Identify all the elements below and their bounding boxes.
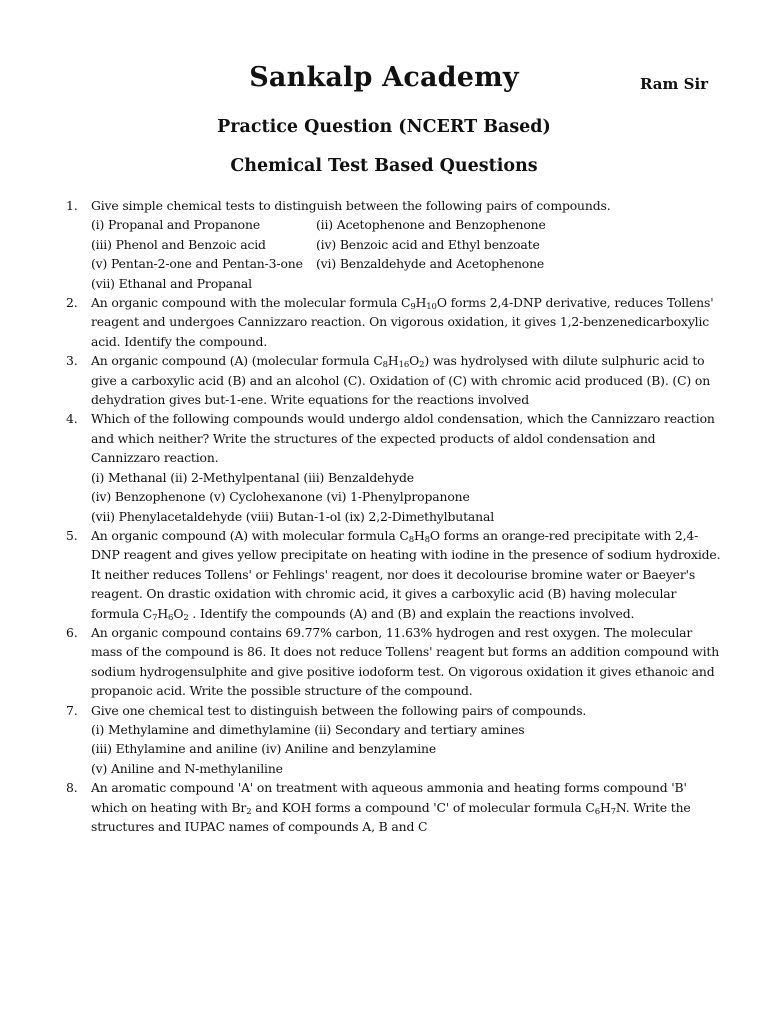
pair-item: (iii) Phenol and Benzoic acid (91, 236, 266, 252)
pair-item: (v) Pentan-2-one and Pentan-3-one (91, 256, 303, 272)
question-text: An organic compound contains 69.77% carbon, 11.63% hydrogen and rest oxygen. The molecular mass of the compound is 86. It does not reduce Tollens' reagent but forms an addition compound with sodium hydrogensulphite and give positive iodoform test. On vigorous oxidation it gives ethanoic and propanoic acid. Write the possible structure of the compound. (91, 624, 720, 699)
pair-item: (ii) Acetophenone and Benzophenone (316, 217, 546, 233)
question-6 (66, 623, 726, 701)
pair-item: (vii) Ethanal and Propanal (91, 275, 252, 291)
pair-row (91, 215, 726, 234)
question-number: 1. (66, 198, 78, 213)
option-line: (i) Methylamine and dimethylamine (ii) Secondary and tertiary amines (91, 721, 525, 737)
document-subtitle: Practice Question (NCERT Based) (217, 117, 551, 137)
option-line: (v) Aniline and N-methylaniline (91, 760, 283, 776)
option-line: (iv) Benzophenone (v) Cyclohexanone (vi) 1-Phenylpropanone (91, 489, 470, 505)
question-number: 2. (66, 295, 78, 311)
pair-row (91, 235, 726, 254)
pair-row (91, 254, 726, 273)
question-text: An organic compound with the molecular formula $C_9H_{10}O$ forms 2,4-DNP derivative, reduces Tollens' reagent and undergoes Cannizzaro reaction. On vigorous oxidation, it gives 1,2-benzenedicarboxylic acid. Identify the compound. (91, 295, 714, 349)
question-1 (66, 196, 726, 293)
question-4 (66, 409, 726, 525)
question-3 (66, 351, 726, 409)
question-5 (66, 526, 726, 623)
option-line: (iii) Ethylamine and aniline (iv) Aniline and benzylamine (91, 741, 437, 757)
option-line: (i) Methanal (ii) 2-Methylpentanal (iii) Benzaldehyde (91, 469, 414, 485)
question-text: An organic compound (A) (molecular formula $C_8H_{16}O_2$) was hydrolysed with dilute sulphuric acid to give a carboxylic acid (B) and an alcohol (C). Oxidation of (C) with chromic acid produced (B). (C) on dehydration gives but-1-ene. Write equations for the reactions involved (91, 353, 711, 408)
question-number: 6. (66, 624, 78, 640)
option-line: (vii) Phenylacetaldehyde (viii) Butan-1-ol (ix) 2,2-Dimethylbutanal (91, 508, 495, 524)
question-2 (66, 293, 726, 351)
pair-item: (iv) Benzoic acid and Ethyl benzoate (316, 236, 540, 252)
question-number: 8. (66, 780, 78, 796)
question-text: Give one chemical test to distinguish between the following pairs of compounds. (91, 702, 587, 718)
question-text: Give simple chemical tests to distinguish between the following pairs of compounds. (91, 198, 611, 213)
question-number: 3. (66, 353, 78, 369)
document-title: Sankalp Academy (249, 62, 519, 93)
question-number: 4. (66, 411, 78, 427)
question-number: 5. (66, 527, 78, 543)
question-8 (66, 778, 726, 836)
pair-item: (i) Propanal and Propanone (91, 217, 261, 233)
question-number: 7. (66, 702, 78, 718)
pair-item: (vi) Benzaldehyde and Acetophenone (316, 256, 545, 272)
question-7 (66, 701, 726, 779)
question-text: Which of the following compounds would undergo aldol condensation, which the Cannizzaro reaction and which neither? Write the structures of the expected products of aldol condensation and Cannizzaro reaction. (91, 411, 715, 466)
pair-row (91, 274, 726, 293)
question-list (66, 196, 726, 836)
question-text: An aromatic compound 'A' on treatment with aqueous ammonia and heating forms compound 'B' which on heating with $Br_2$ and KOH forms a compound 'C' of molecular formula $C_6H_7N$. Write the structures and IUPAC names of compounds A, B and C (91, 780, 691, 834)
header (0, 62, 768, 102)
question-text: An organic compound (A) with molecular formula $C_8H_8O$ forms an orange-red precipitate with 2,4-DNP reagent and gives yellow precipitate on heating with iodine in the presence of sodium hydroxide. It neither reduces Tollens' or Fehlings' reagent, nor does it decolourise bromine water or Baeyer's reagent. On drastic oxidation with chromic acid, it gives a carboxylic acid (B) having molecular formula $C_7H_6O_2$ . Identify the compounds (A) and (B) and explain the reactions involved. (91, 527, 721, 623)
section-heading: Chemical Test Based Questions (230, 156, 538, 176)
author-name: Ram Sir (640, 75, 709, 93)
